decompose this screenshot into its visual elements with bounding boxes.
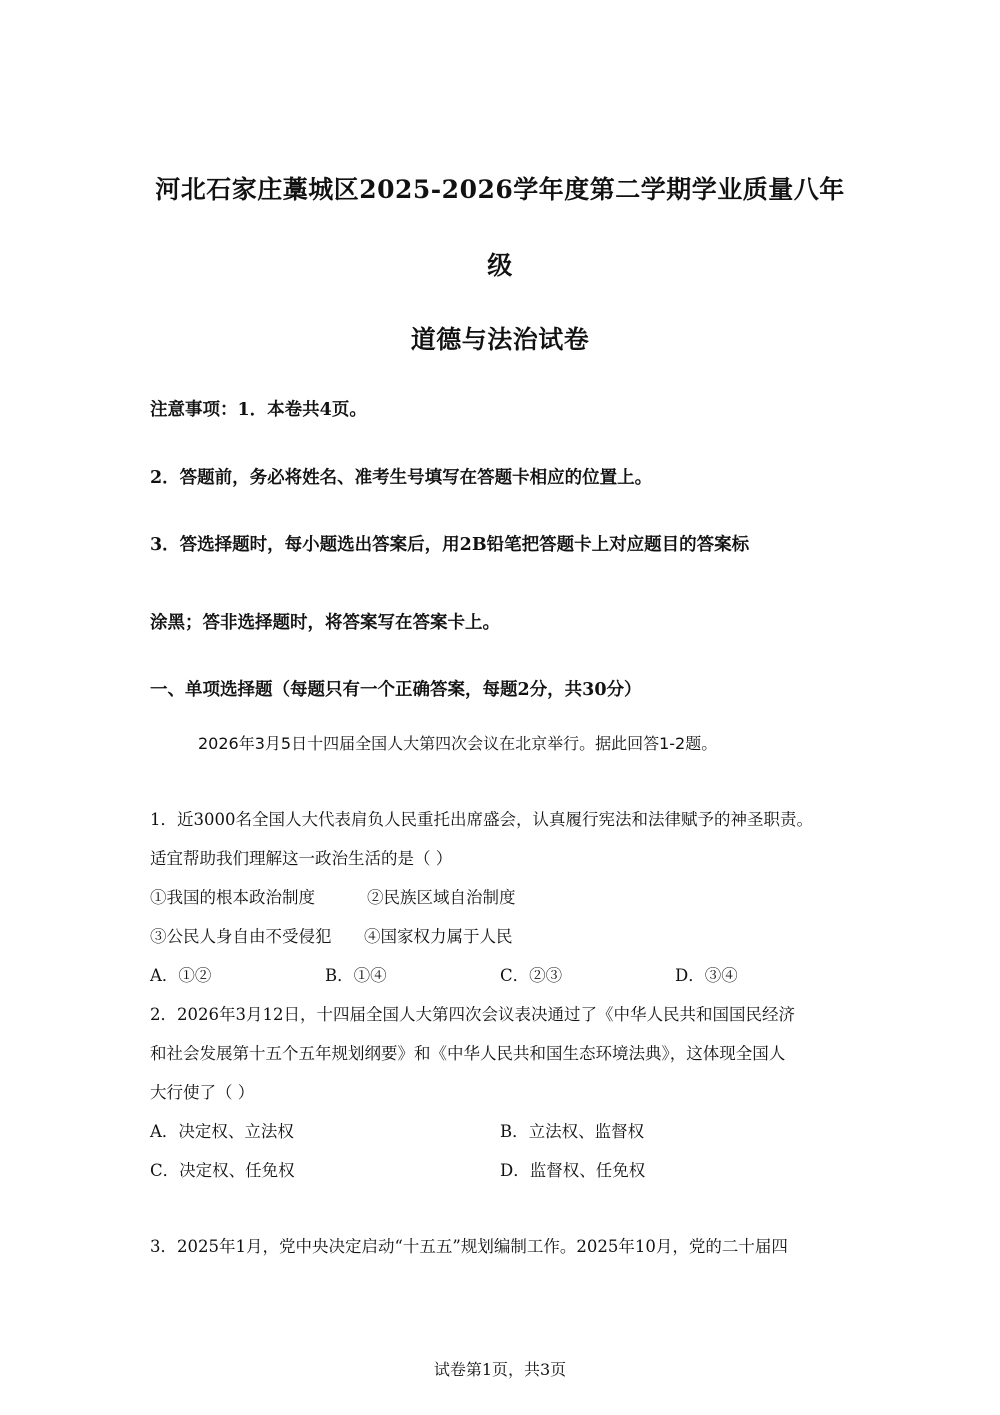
question-2-option-a: A．决定权、立法权 xyxy=(150,1122,294,1141)
question-1-statement-4: ④国家权力属于人民 xyxy=(364,927,513,946)
question-2-option-b: B．立法权、监督权 xyxy=(500,1122,645,1141)
exam-subject-title: 道德与法治试卷 xyxy=(410,325,590,354)
question-1-option-c: C．②③ xyxy=(500,966,563,985)
question-1-option-b: B．①④ xyxy=(325,966,387,985)
question-3-line1: 3．2025年1月，党中央决定启动“十五五”规划编制工作。2025年10月，党的二十届四 xyxy=(150,1237,788,1256)
question-1-option-d: D．③④ xyxy=(675,966,738,985)
question-2-line1: 2．2026年3月12日，十四届全国人大第四次会议表决通过了《中华人民共和国国民经济 xyxy=(150,1005,795,1024)
question-1-statement-1: ①我国的根本政治制度 xyxy=(150,888,315,907)
question-2-option-d: D．监督权、任免权 xyxy=(500,1161,646,1180)
exam-title-line1: 河北石家庄藁城区2025-2026学年度第二学期学业质量八年 xyxy=(155,175,845,204)
exam-title-line2: 级 xyxy=(487,251,513,280)
notice-item-1: 注意事项：1．本卷共4页。 xyxy=(150,400,367,420)
question-2-option-c: C．决定权、任免权 xyxy=(150,1161,295,1180)
section-intro: 2026年3月5日十四届全国人大第四次会议在北京举行。据此回答1-2题。 xyxy=(198,734,718,753)
question-1-option-a: A．①② xyxy=(150,966,212,985)
notice-item-2: 2．答题前，务必将姓名、准考生号填写在答题卡相应的位置上。 xyxy=(150,468,653,488)
page-footer: 试卷第1页，共3页 xyxy=(433,1360,567,1379)
notice-item-3b: 涂黑；答非选择题时，将答案写在答案卡上。 xyxy=(150,613,500,633)
notice-item-3a: 3．答选择题时，每小题选出答案后，用2B铅笔把答题卡上对应题目的答案标 xyxy=(150,535,750,555)
question-1-statement-3: ③公民人身自由不受侵犯 xyxy=(150,927,332,946)
question-2-line2: 和社会发展第十五个五年规划纲要》和《中华人民共和国生态环境法典》，这体现全国人 xyxy=(150,1044,786,1063)
question-2-line3: 大行使了（ ） xyxy=(150,1083,255,1102)
question-1-statement-2: ②民族区域自治制度 xyxy=(367,888,516,907)
question-1-line2: 适宜帮助我们理解这一政治生活的是（ ） xyxy=(150,849,453,868)
section-heading: 一、单项选择题（每题只有一个正确答案，每题2分，共30分） xyxy=(150,680,642,700)
question-1-line1: 1．近3000名全国人大代表肩负人民重托出席盛会，认真履行宪法和法律赋予的神圣职责。 xyxy=(150,810,813,829)
